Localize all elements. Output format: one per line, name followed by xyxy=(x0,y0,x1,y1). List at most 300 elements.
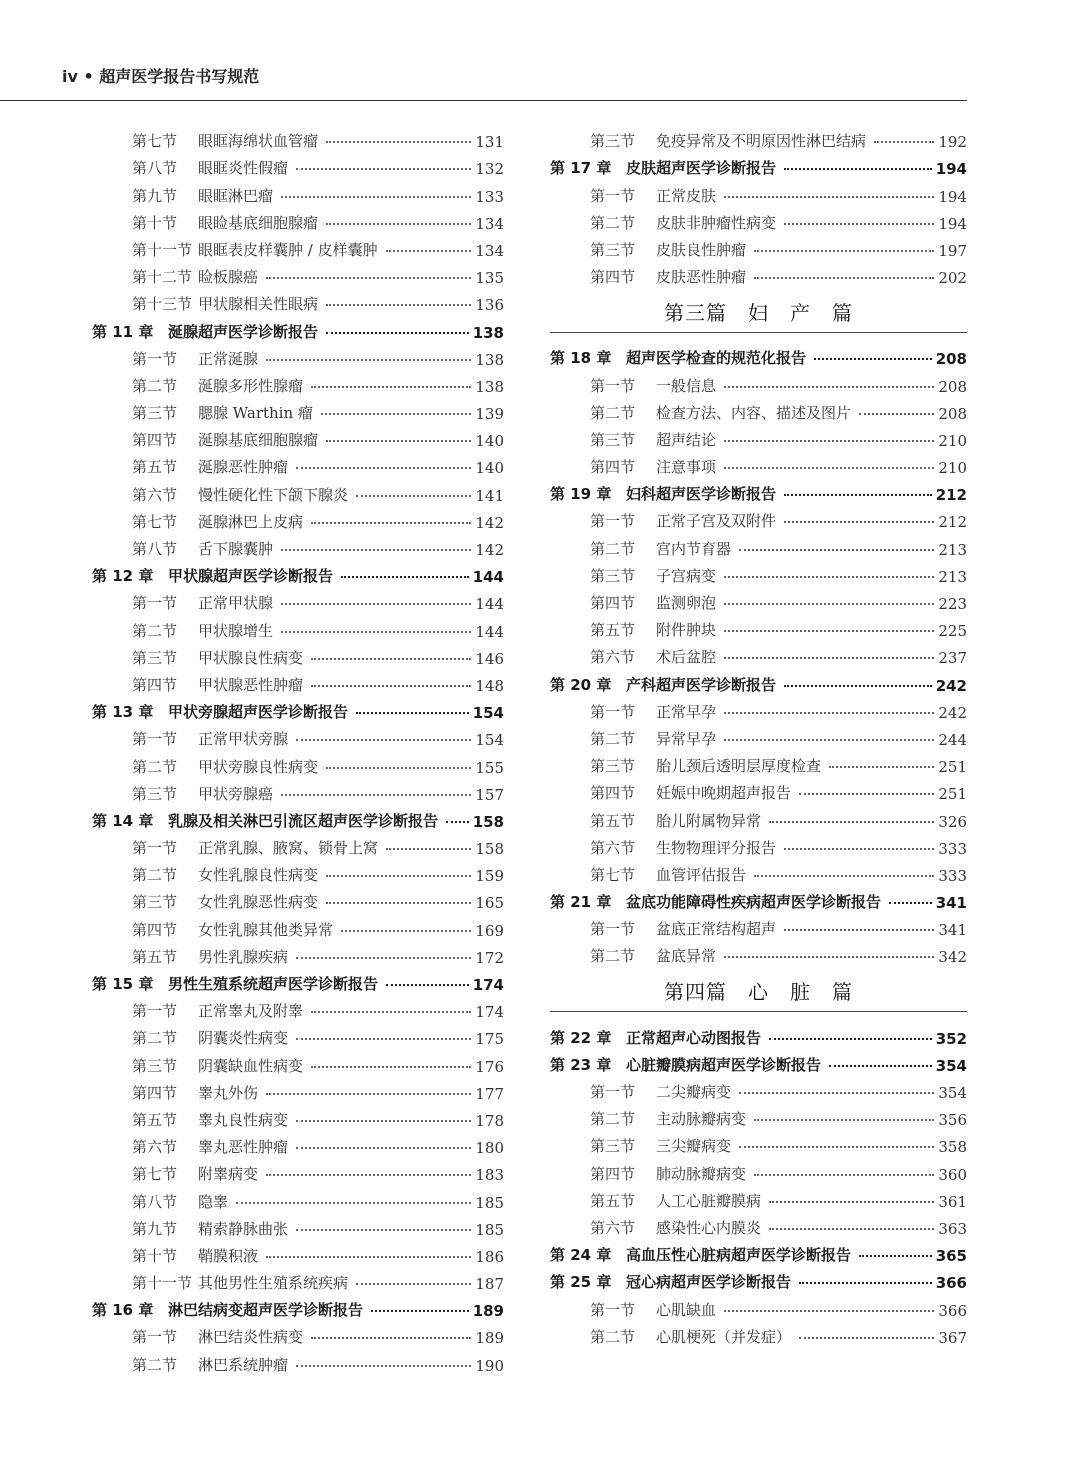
toc-section-entry[interactable] xyxy=(550,1156,967,1183)
toc-section-entry[interactable] xyxy=(92,858,504,885)
toc-section-entry[interactable] xyxy=(92,777,504,804)
toc-section-entry[interactable] xyxy=(92,1212,504,1239)
section-title: 妊娠中晚期超声报告 xyxy=(656,784,792,803)
page-number: 138 xyxy=(475,377,504,396)
entry-label xyxy=(132,185,273,206)
dot-leader xyxy=(266,1092,471,1095)
section-number: 第六节 xyxy=(590,1218,636,1237)
toc-section-entry[interactable] xyxy=(92,1076,504,1103)
entry-label xyxy=(132,1027,288,1048)
section-title: 心肌梗死（并发症） xyxy=(656,1327,792,1346)
page-number: 194 xyxy=(938,214,967,233)
toc-chapter-entry[interactable] xyxy=(550,341,967,368)
dot-leader xyxy=(724,656,934,659)
page-number: 365 xyxy=(935,1247,967,1266)
toc-section-entry[interactable] xyxy=(92,477,504,504)
section-title: 眼眶海绵状血管瘤 xyxy=(198,132,319,151)
section-number: 第一节 xyxy=(590,920,636,939)
section-number: 第二节 xyxy=(590,947,636,966)
section-number: 第十节 xyxy=(132,1246,178,1265)
dot-leader xyxy=(769,1037,932,1040)
toc-section-entry[interactable] xyxy=(550,206,967,233)
page-number: 142 xyxy=(475,513,504,532)
section-title: 淋巴结炎性病变 xyxy=(198,1328,304,1347)
dot-leader xyxy=(724,385,934,388)
page-number: 212 xyxy=(935,486,967,505)
page-number: 180 xyxy=(475,1139,504,1158)
chapter-title: 甲状旁腺超声医学诊断报告 xyxy=(168,703,349,722)
toc-section-entry[interactable] xyxy=(550,722,967,749)
section-number: 第九节 xyxy=(132,186,178,205)
section-number: 第一节 xyxy=(590,376,636,395)
page-number: 358 xyxy=(938,1138,967,1157)
section-title: 隐睾 xyxy=(198,1192,229,1211)
dot-leader xyxy=(754,874,934,877)
toc-section-entry[interactable] xyxy=(92,1184,504,1211)
chapter-title: 皮肤超声医学诊断报告 xyxy=(626,159,777,178)
entry-label xyxy=(132,728,288,749)
dot-leader xyxy=(769,820,934,823)
entry-label xyxy=(132,783,273,804)
page-number: 155 xyxy=(475,758,504,777)
toc-chapter-entry[interactable] xyxy=(550,885,967,912)
page-number: 194 xyxy=(938,187,967,206)
dot-leader xyxy=(859,1254,932,1257)
dot-leader xyxy=(341,929,471,932)
section-number: 第十一节 xyxy=(132,1274,193,1293)
page-number: 354 xyxy=(938,1084,967,1102)
toc-section-entry[interactable] xyxy=(92,342,504,369)
entry-label xyxy=(132,1245,258,1266)
page-number: 183 xyxy=(475,1166,504,1185)
toc-section-entry[interactable] xyxy=(92,450,504,477)
section-number: 第三节 xyxy=(132,893,178,912)
dot-leader xyxy=(829,765,934,768)
part-heading xyxy=(550,966,967,1020)
toc-section-entry[interactable] xyxy=(92,722,504,749)
entry-label xyxy=(590,810,761,831)
entry-label xyxy=(590,1217,761,1238)
entry-label xyxy=(132,511,303,532)
toc-chapter-entry[interactable] xyxy=(550,151,967,178)
dot-leader xyxy=(296,1364,471,1367)
page-number: 134 xyxy=(475,241,504,260)
page-number: 146 xyxy=(475,649,504,668)
page-number: 140 xyxy=(475,459,504,478)
toc-section-entry[interactable] xyxy=(92,287,504,314)
toc-chapter-entry[interactable] xyxy=(92,695,504,722)
section-title: 甲状旁腺良性病变 xyxy=(198,757,319,776)
toc-section-entry[interactable] xyxy=(550,233,967,260)
section-title: 甲状腺相关性眼病 xyxy=(198,295,319,314)
section-number: 第十节 xyxy=(132,213,178,232)
section-title: 精索静脉曲张 xyxy=(198,1219,289,1238)
chapter-title: 涎腺超声医学诊断报告 xyxy=(168,322,319,341)
section-title: 正常子宫及双附件 xyxy=(656,512,777,531)
toc-section-entry[interactable] xyxy=(550,504,967,531)
dot-leader xyxy=(784,847,934,850)
page-number: 366 xyxy=(938,1301,967,1320)
section-title: 检查方法、内容、描述及图片 xyxy=(656,403,852,422)
section-title: 鞘膜积液 xyxy=(198,1246,259,1265)
toc-chapter-entry[interactable] xyxy=(92,314,504,341)
entry-label xyxy=(132,212,318,233)
part-rule xyxy=(550,1011,967,1012)
toc-section-entry[interactable] xyxy=(550,1292,967,1319)
entry-label xyxy=(550,674,776,695)
page-number: 326 xyxy=(938,812,967,831)
toc-section-entry[interactable] xyxy=(550,803,967,830)
section-number: 第六节 xyxy=(132,485,178,504)
section-title: 淋巴系统肿瘤 xyxy=(198,1355,289,1374)
section-title: 眼眶炎性假瘤 xyxy=(198,159,289,178)
entry-label xyxy=(132,1082,258,1103)
toc-section-entry[interactable] xyxy=(92,668,504,695)
page-number: 251 xyxy=(938,785,967,804)
page-number: 190 xyxy=(475,1356,504,1375)
dot-leader xyxy=(356,494,471,497)
dot-leader xyxy=(296,466,471,469)
toc-section-entry[interactable] xyxy=(92,1021,504,1048)
toc-chapter-entry[interactable] xyxy=(550,1020,967,1047)
toc-section-entry[interactable] xyxy=(92,1157,504,1184)
section-number: 第五节 xyxy=(132,947,178,966)
dot-leader xyxy=(724,711,934,714)
dot-leader xyxy=(281,630,471,633)
chapter-number: 第 11 章 xyxy=(92,322,154,341)
dot-leader xyxy=(311,1336,471,1339)
chapter-number: 第 20 章 xyxy=(550,675,612,694)
toc-section-entry[interactable] xyxy=(550,1211,967,1238)
entry-label xyxy=(590,565,716,586)
section-number: 第八节 xyxy=(132,159,178,178)
toc-section-entry[interactable] xyxy=(92,1103,504,1130)
dot-leader xyxy=(341,575,469,578)
toc-section-entry[interactable] xyxy=(550,531,967,558)
page-number: 187 xyxy=(475,1275,504,1294)
section-title: 胎儿颈后透明层厚度检查 xyxy=(656,757,822,776)
dot-leader xyxy=(724,629,934,632)
section-title: 睾丸良性病变 xyxy=(198,1110,289,1129)
toc-section-entry[interactable] xyxy=(550,178,967,205)
toc-chapter-entry[interactable] xyxy=(92,804,504,831)
page-number: 341 xyxy=(938,921,967,940)
page-number: 144 xyxy=(475,622,504,641)
section-number: 第三节 xyxy=(132,784,178,803)
entry-label xyxy=(132,946,288,967)
section-number: 第二节 xyxy=(590,1110,636,1129)
page-number: 356 xyxy=(938,1111,967,1130)
part-title: 第三篇 妇 产 篇 xyxy=(664,301,853,326)
entry-label xyxy=(92,701,348,722)
toc-chapter-entry[interactable] xyxy=(550,1265,967,1292)
section-number: 第七节 xyxy=(132,1165,178,1184)
page-number: 176 xyxy=(475,1057,504,1076)
dot-leader xyxy=(784,167,932,170)
section-number: 第五节 xyxy=(132,1110,178,1129)
dot-leader xyxy=(266,1255,471,1258)
page-number: 138 xyxy=(472,323,504,342)
entry-label xyxy=(590,1326,791,1347)
section-title: 正常乳腺、腋窝、锁骨上窝 xyxy=(198,839,379,858)
section-title: 阴囊炎性病变 xyxy=(198,1029,289,1048)
entry-label xyxy=(590,130,866,151)
dot-leader xyxy=(266,276,471,279)
entry-label xyxy=(132,429,318,450)
section-title: 正常涎腺 xyxy=(198,349,259,368)
page-number: 185 xyxy=(475,1220,504,1239)
section-number: 第四节 xyxy=(590,594,636,612)
section-number: 第二节 xyxy=(132,1355,178,1374)
part-rule xyxy=(550,332,967,333)
toc-section-entry[interactable] xyxy=(92,1130,504,1157)
toc-section-entry[interactable] xyxy=(550,1184,967,1211)
toc-section-entry[interactable] xyxy=(550,559,967,586)
section-number: 第四节 xyxy=(590,784,636,803)
chapter-number: 第 19 章 xyxy=(550,485,612,504)
section-title: 女性乳腺恶性病变 xyxy=(198,893,319,912)
section-number: 第三节 xyxy=(590,430,636,449)
section-title: 甲状旁腺癌 xyxy=(198,784,274,803)
section-title: 女性乳腺其他类异常 xyxy=(198,920,334,939)
dot-leader xyxy=(311,684,471,687)
page-number: 354 xyxy=(935,1056,967,1075)
toc-section-entry[interactable] xyxy=(550,831,967,858)
toc-section-entry[interactable] xyxy=(550,368,967,395)
entry-label xyxy=(132,484,348,505)
entry-label xyxy=(590,918,776,939)
page-number: 363 xyxy=(938,1219,967,1238)
page-number: 352 xyxy=(935,1029,967,1048)
dot-leader xyxy=(724,195,934,198)
toc-section-entry[interactable] xyxy=(92,532,504,559)
section-number: 第四节 xyxy=(132,675,178,694)
toc-section-entry[interactable] xyxy=(550,640,967,667)
dot-leader xyxy=(754,1173,934,1176)
section-number: 第二节 xyxy=(132,1029,178,1048)
toc-section-entry[interactable] xyxy=(550,912,967,939)
section-title: 眼眶淋巴瘤 xyxy=(198,186,274,205)
section-number: 第二节 xyxy=(132,866,178,885)
page-number: 242 xyxy=(935,676,967,695)
page-number: 202 xyxy=(938,269,967,288)
section-title: 超声结论 xyxy=(656,430,717,449)
toc-section-entry[interactable] xyxy=(92,1347,504,1374)
page-number: 154 xyxy=(475,731,504,750)
section-title: 男性乳腺疾病 xyxy=(198,947,289,966)
toc-section-entry[interactable] xyxy=(550,1102,967,1129)
dot-leader xyxy=(296,1228,471,1231)
section-number: 第七节 xyxy=(132,512,178,531)
page-number: 138 xyxy=(475,350,504,369)
dot-leader xyxy=(311,1010,471,1013)
section-number: 第五节 xyxy=(590,1191,636,1210)
dot-leader xyxy=(266,1173,471,1176)
dot-leader xyxy=(799,1281,932,1284)
chapter-number: 第 18 章 xyxy=(550,349,612,368)
section-title: 监测卵泡 xyxy=(656,594,717,612)
toc-section-entry[interactable] xyxy=(550,1320,967,1347)
section-number: 第三节 xyxy=(590,240,636,259)
page-number: 135 xyxy=(475,269,504,288)
toc-section-entry[interactable] xyxy=(550,939,967,966)
page-number: 251 xyxy=(938,758,967,777)
entry-label xyxy=(590,1163,746,1184)
toc-section-entry[interactable] xyxy=(92,151,504,178)
toc-section-entry[interactable] xyxy=(92,613,504,640)
entry-label xyxy=(590,1108,746,1129)
toc-section-entry[interactable] xyxy=(550,749,967,776)
toc-section-entry[interactable] xyxy=(92,369,504,396)
entry-label xyxy=(590,429,716,450)
chapter-title: 高血压性心脏病超声医学诊断报告 xyxy=(626,1246,852,1265)
entry-label xyxy=(590,538,731,559)
toc-section-entry[interactable] xyxy=(550,1075,967,1102)
toc-section-entry[interactable] xyxy=(92,749,504,776)
dot-leader xyxy=(281,195,471,198)
section-title: 胎儿附属物异常 xyxy=(656,811,762,830)
page-number: 208 xyxy=(938,404,967,423)
dot-leader xyxy=(386,847,471,850)
toc-section-entry[interactable] xyxy=(550,260,967,287)
toc-section-entry[interactable] xyxy=(550,1129,967,1156)
chapter-title: 乳腺及相关淋巴引流区超声医学诊断报告 xyxy=(168,811,439,830)
entry-label xyxy=(132,1326,303,1347)
dot-leader xyxy=(281,548,471,551)
toc-section-entry[interactable] xyxy=(92,940,504,967)
entry-label xyxy=(132,402,313,423)
dot-leader xyxy=(326,222,471,225)
toc-chapter-entry[interactable] xyxy=(550,1238,967,1265)
section-title: 一般信息 xyxy=(656,376,717,395)
chapter-number: 第 16 章 xyxy=(92,1301,154,1320)
toc-chapter-entry[interactable] xyxy=(92,1293,504,1320)
page-number: 154 xyxy=(472,704,504,723)
chapter-number: 第 23 章 xyxy=(550,1055,612,1074)
dot-leader xyxy=(874,140,934,143)
section-number: 第一节 xyxy=(590,702,636,721)
toc-section-entry[interactable] xyxy=(92,233,504,260)
dot-leader xyxy=(266,358,471,361)
entry-label xyxy=(590,510,776,531)
part-title: 第四篇 心 脏 篇 xyxy=(664,980,853,1005)
toc-section-entry[interactable] xyxy=(92,505,504,532)
toc-section-entry[interactable] xyxy=(92,423,504,450)
page-number: 158 xyxy=(475,840,504,859)
chapter-number: 第 13 章 xyxy=(92,703,154,722)
section-title: 皮肤恶性肿瘤 xyxy=(656,268,747,287)
dot-leader xyxy=(889,901,932,904)
toc-section-entry[interactable] xyxy=(92,994,504,1021)
toc-section-entry[interactable] xyxy=(92,178,504,205)
section-title: 阴囊缺血性病变 xyxy=(198,1056,304,1075)
toc-section-entry[interactable] xyxy=(92,831,504,858)
toc-section-entry[interactable] xyxy=(92,1239,504,1266)
section-number: 第三节 xyxy=(590,757,636,776)
dot-leader xyxy=(326,766,471,769)
entry-label xyxy=(132,375,303,396)
page-number: 148 xyxy=(475,676,504,695)
toc-section-entry[interactable] xyxy=(92,260,504,287)
entry-label xyxy=(132,1055,303,1076)
page-number: 158 xyxy=(472,812,504,831)
page-number: 242 xyxy=(938,703,967,722)
toc-section-entry[interactable] xyxy=(92,885,504,912)
toc-section-entry[interactable] xyxy=(92,124,504,151)
toc-section-entry[interactable] xyxy=(550,124,967,151)
toc-chapter-entry[interactable] xyxy=(550,1048,967,1075)
entry-label xyxy=(132,1163,258,1184)
toc-section-entry[interactable] xyxy=(550,586,967,613)
page-number: 212 xyxy=(938,513,967,532)
dot-leader xyxy=(326,303,471,306)
toc-section-entry[interactable] xyxy=(92,586,504,613)
toc-section-entry[interactable] xyxy=(550,423,967,450)
entry-label xyxy=(92,810,438,831)
page-number: 237 xyxy=(938,649,967,668)
dot-leader xyxy=(724,439,934,442)
dot-leader xyxy=(311,385,471,388)
dot-leader xyxy=(386,983,469,986)
entry-label xyxy=(590,239,746,260)
dot-leader xyxy=(326,439,471,442)
entry-label xyxy=(132,348,258,369)
section-title: 正常甲状旁腺 xyxy=(198,730,289,749)
section-title: 宫内节育器 xyxy=(656,539,732,558)
section-title: 睾丸外伤 xyxy=(198,1083,259,1102)
chapter-title: 甲状腺超声医学诊断报告 xyxy=(168,567,334,586)
toc-section-entry[interactable] xyxy=(550,396,967,423)
toc-section-entry[interactable] xyxy=(550,858,967,885)
toc-section-entry[interactable] xyxy=(92,641,504,668)
page-number: 178 xyxy=(475,1111,504,1130)
dot-leader xyxy=(296,956,471,959)
toc-section-entry[interactable] xyxy=(92,396,504,423)
toc-section-entry[interactable] xyxy=(550,613,967,640)
toc-chapter-entry[interactable] xyxy=(550,667,967,694)
toc-section-entry[interactable] xyxy=(92,1266,504,1293)
dot-leader xyxy=(724,955,934,958)
toc-section-entry[interactable] xyxy=(550,695,967,722)
section-title: 睑板腺癌 xyxy=(198,268,259,287)
toc-chapter-entry[interactable] xyxy=(550,477,967,504)
toc-chapter-entry[interactable] xyxy=(92,559,504,586)
section-number: 第六节 xyxy=(132,1138,178,1157)
toc-chapter-entry[interactable] xyxy=(92,967,504,994)
toc-section-entry[interactable] xyxy=(92,1048,504,1075)
chapter-number: 第 12 章 xyxy=(92,567,154,586)
chapter-number: 第 22 章 xyxy=(550,1028,612,1047)
section-number: 第四节 xyxy=(132,920,178,939)
section-title: 慢性硬化性下颌下腺炎 xyxy=(198,485,349,504)
entry-label xyxy=(590,755,821,776)
section-title: 免疫异常及不明原因性淋巴结病 xyxy=(656,132,867,151)
section-title: 涎腺恶性肿瘤 xyxy=(198,458,289,477)
entry-label xyxy=(132,130,318,151)
section-number: 第一节 xyxy=(132,349,178,368)
toc-section-entry[interactable] xyxy=(92,1320,504,1347)
toc-section-entry[interactable] xyxy=(92,206,504,233)
section-number: 第十一节 xyxy=(132,240,193,259)
page-number: 189 xyxy=(475,1329,504,1348)
entry-label xyxy=(590,212,776,233)
toc-section-entry[interactable] xyxy=(550,776,967,803)
toc-section-entry[interactable] xyxy=(550,450,967,477)
toc-section-entry[interactable] xyxy=(92,912,504,939)
section-title: 生物物理评分报告 xyxy=(656,838,777,857)
dot-leader xyxy=(296,1119,471,1122)
dot-leader xyxy=(281,602,471,605)
